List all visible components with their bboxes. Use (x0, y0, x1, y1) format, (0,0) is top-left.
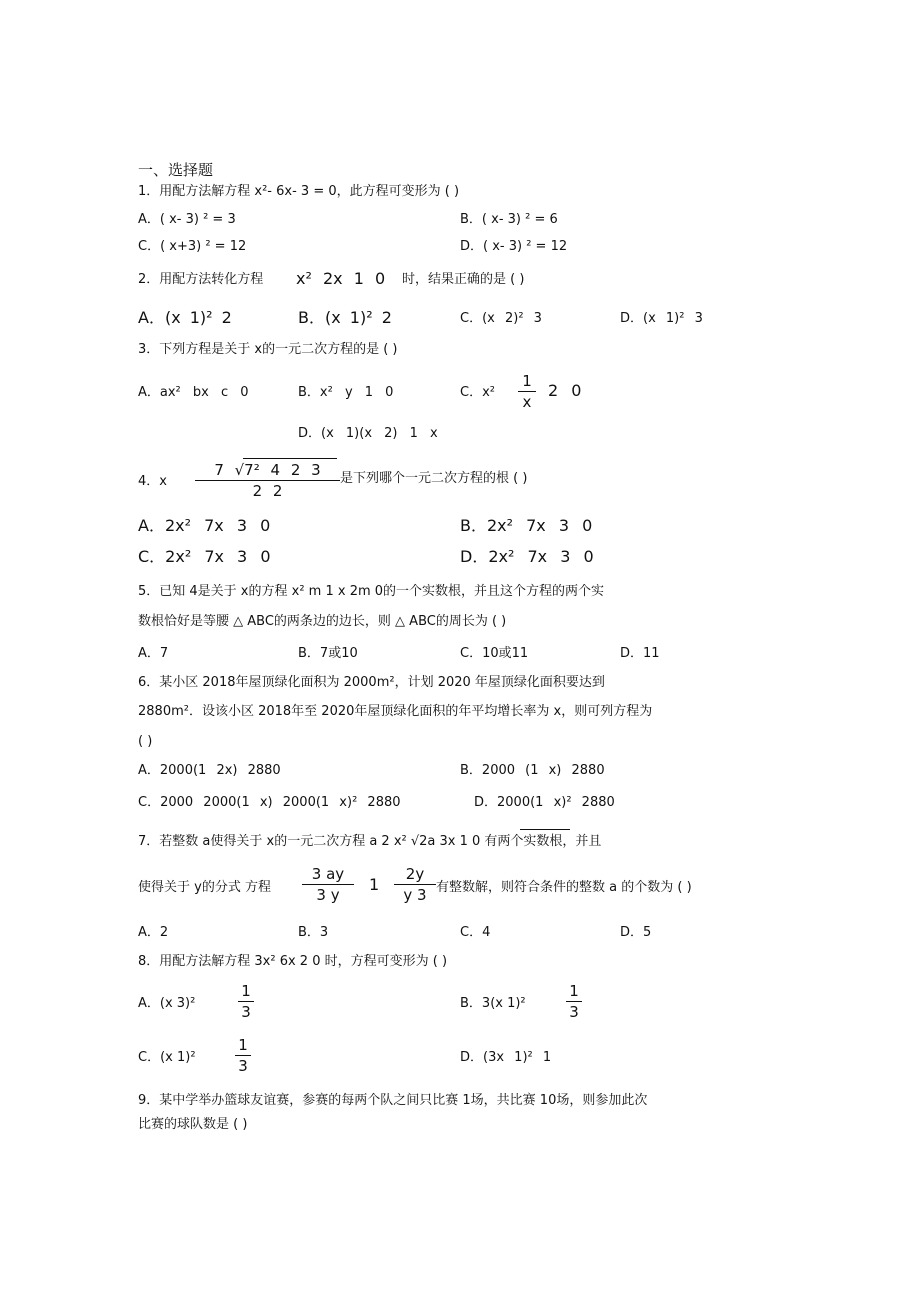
q8-option-b[interactable]: B．3(x 1)² (460, 996, 526, 1011)
q4-option-a[interactable]: A．2x² 7x 3 0 (138, 516, 271, 535)
q5-option-d[interactable]: D．11 (620, 646, 660, 661)
q7-fraction-1 (302, 865, 354, 904)
q8-option-b-fraction (566, 982, 582, 1021)
q5-line-2: 数根恰好是等腰 △ ABC的两条边的边长，则 △ ABC的周长为 ( ) (138, 614, 507, 629)
q9-line-1: 9．某中学举办篮球友谊赛，参赛的每两个队之间只比赛 1场，共比赛 10场，则参加此次 (138, 1093, 648, 1108)
q4-fraction (195, 461, 340, 500)
fraction-numerator: 2y (405, 865, 425, 883)
q2-option-b[interactable]: B．(x 1)² 2 (298, 308, 392, 327)
q3-prompt: 3．下列方程是关于 x的一元二次方程的是 ( ) (138, 342, 398, 357)
q1-option-c[interactable]: C．( x+3) ² = 12 (138, 239, 247, 254)
fraction-bar (518, 391, 536, 392)
fraction-bar (394, 884, 436, 885)
q7-line-2-pre: 使得关于 y的分式 方程 (138, 880, 271, 895)
q7-line-2-post: 有整数解，则符合条件的整数 a 的个数为 ( ) (436, 880, 692, 895)
fraction-numerator: 1 (238, 1036, 248, 1054)
q4-after: 是下列哪个一元二次方程的根 ( ) (340, 471, 528, 486)
q6-line-1: 6．某小区 2018年屋顶绿化面积为 2000m²，计划 2020 年屋顶绿化面积要达到 (138, 675, 605, 690)
fraction-denominator: 3 y (316, 886, 340, 904)
q1-option-d[interactable]: D．( x- 3) ² = 12 (460, 239, 568, 254)
q5-line-1: 5．已知 4是关于 x的方程 x² m 1 x 2m 0的一个实数根，并且这个方程的两个实 (138, 584, 605, 599)
q4-label: 4．x (138, 474, 167, 489)
q7-option-d[interactable]: D．5 (620, 925, 652, 940)
fraction-denominator: 2 2 (252, 482, 283, 500)
q5-option-b[interactable]: B．7或10 (298, 646, 358, 661)
q2-after: 时，结果正确的是 ( ) (402, 272, 525, 287)
q4-radical-overline (243, 458, 337, 459)
q2-equation: x² 2x 1 0 (296, 269, 386, 288)
q6-line-3: ( ) (138, 734, 153, 749)
q6-line-2: 2880m²．设该小区 2018年至 2020年屋顶绿化面积的年平均增长率为 x，则可列方程为 (138, 704, 653, 719)
q6-option-b[interactable]: B．2000 (1 x) 2880 (460, 763, 605, 778)
fraction-denominator: x (522, 393, 532, 411)
q8-option-c-fraction (235, 1036, 251, 1075)
q1-option-a[interactable]: A．( x- 3) ² = 3 (138, 212, 236, 227)
q8-option-c[interactable]: C．(x 1)² (138, 1050, 196, 1065)
q1-prompt: 1．用配方法解方程 x²- 6x- 3 = 0，此方程可变形为 ( ) (138, 184, 460, 199)
q7-mid: 1 (369, 875, 380, 894)
fraction-numerator: 1 (522, 372, 532, 390)
q3-option-a[interactable]: A．ax² bx c 0 (138, 385, 249, 400)
fraction-numerator: 1 (241, 982, 251, 1000)
q2-prompt: 2．用配方法转化方程 (138, 272, 264, 287)
fraction-bar (302, 884, 354, 885)
q3-option-c[interactable]: C．x² (460, 385, 495, 400)
q8-prompt: 8．用配方法解方程 3x² 6x 2 0 时，方程可变形为 ( ) (138, 954, 448, 969)
fraction-bar (238, 1001, 254, 1002)
q3-option-c-tail: 2 0 (548, 381, 582, 400)
fraction-denominator: 3 (241, 1003, 251, 1021)
fraction-bar (195, 480, 340, 481)
fraction-denominator: y 3 (403, 886, 427, 904)
fraction-bar (566, 1001, 582, 1002)
q5-option-c[interactable]: C．10或11 (460, 646, 529, 661)
fraction-numerator: 3 ay (311, 865, 345, 883)
q8-option-d[interactable]: D．(3x 1)² 1 (460, 1050, 552, 1065)
q4-option-b[interactable]: B．2x² 7x 3 0 (460, 516, 593, 535)
q1-option-b[interactable]: B．( x- 3) ² = 6 (460, 212, 558, 227)
q2-option-a[interactable]: A．(x 1)² 2 (138, 308, 232, 327)
q4-option-d[interactable]: D．2x² 7x 3 0 (460, 547, 594, 566)
q6-option-a[interactable]: A．2000(1 2x) 2880 (138, 763, 281, 778)
q7-option-c[interactable]: C．4 (460, 925, 491, 940)
q8-option-a-fraction (238, 982, 254, 1021)
q5-option-a[interactable]: A．7 (138, 646, 169, 661)
q3-option-c-fraction (518, 372, 536, 411)
q7-line-1: 7．若整数 a使得关于 x的一元二次方程 a 2 x² √2a 3x 1 0 有两个实数根，并且 (138, 834, 602, 849)
q6-option-c[interactable]: C．2000 2000(1 x) 2000(1 x)² 2880 (138, 795, 401, 810)
fraction-denominator: 3 (238, 1057, 248, 1075)
q2-option-c[interactable]: C．(x 2)² 3 (460, 311, 542, 326)
q7-fraction-2 (394, 865, 436, 904)
q3-option-b[interactable]: B．x² y 1 0 (298, 385, 394, 400)
q4-option-c[interactable]: C．2x² 7x 3 0 (138, 547, 271, 566)
q7-radical-overline (520, 829, 570, 830)
q7-option-a[interactable]: A．2 (138, 925, 169, 940)
fraction-denominator: 3 (569, 1003, 579, 1021)
q8-option-a[interactable]: A．(x 3)² (138, 996, 196, 1011)
fraction-numerator: 7 √7² 4 2 3 (214, 461, 321, 479)
fraction-numerator: 1 (569, 982, 579, 1000)
fraction-bar (235, 1055, 251, 1056)
section-title: 一、选择题 (138, 161, 214, 179)
q3-option-d[interactable]: D．(x 1)(x 2) 1 x (298, 426, 438, 441)
q7-option-b[interactable]: B．3 (298, 925, 329, 940)
q2-option-d[interactable]: D．(x 1)² 3 (620, 311, 703, 326)
q6-option-d[interactable]: D．2000(1 x)² 2880 (474, 795, 615, 810)
q9-line-2: 比赛的球队数是 ( ) (138, 1117, 248, 1132)
